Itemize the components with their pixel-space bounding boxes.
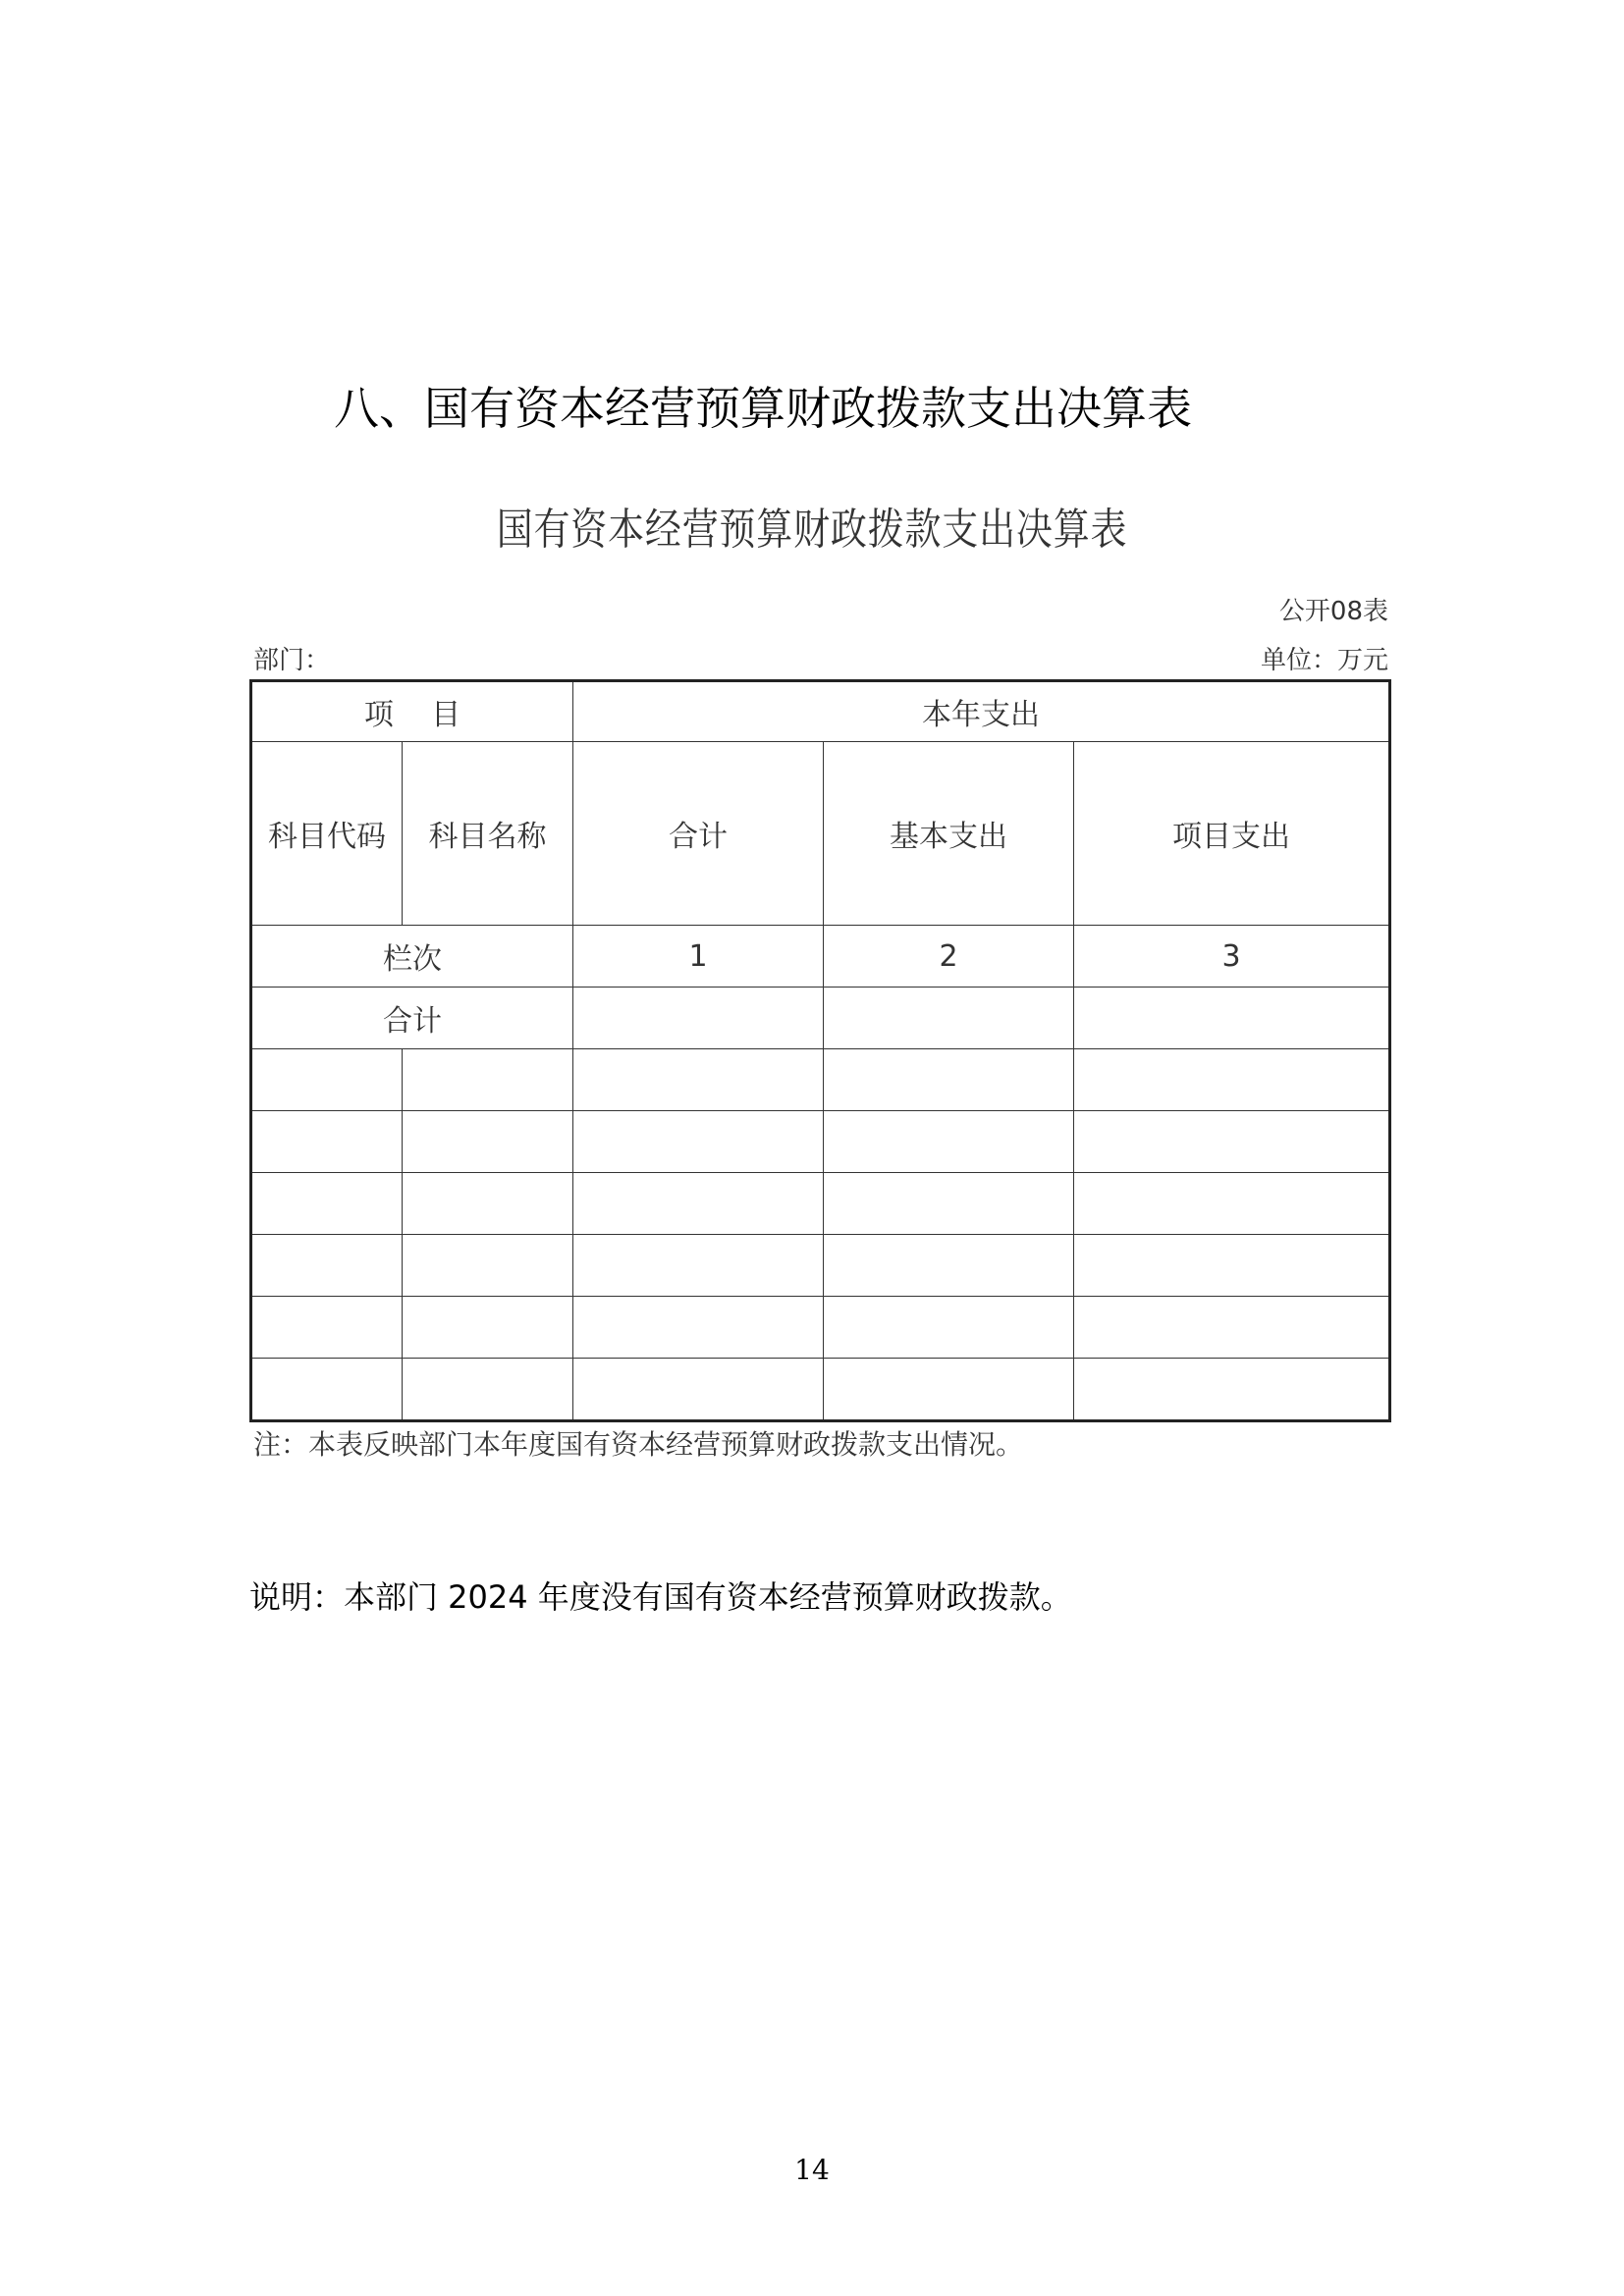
header-current-year-expense: 本年支出 — [573, 681, 1390, 742]
table-title: 国有资本经营预算财政拨款支出决算表 — [496, 505, 1128, 555]
table-row — [251, 1173, 1390, 1235]
row-total-cell — [573, 1173, 824, 1235]
total-row — [251, 988, 1390, 1049]
row-project-cell — [1074, 1173, 1390, 1235]
table-row — [251, 1111, 1390, 1173]
row-name-cell — [403, 1111, 573, 1173]
row-name-cell — [403, 1359, 573, 1421]
table-subheader-row — [251, 742, 1390, 926]
section-heading: 八、国有资本经营预算财政拨款支出决算表 — [334, 382, 1192, 435]
row-code-cell — [251, 1297, 403, 1359]
department-label: 部门： — [253, 646, 331, 675]
row-project-cell — [1074, 1359, 1390, 1421]
table-row — [251, 1297, 1390, 1359]
table-note: 注：本表反映部门本年度国有资本经营预算财政拨款支出情况。 — [253, 1428, 1024, 1461]
total-value — [573, 988, 824, 1049]
total-label: 合计 — [251, 988, 573, 1049]
row-basic-cell — [824, 1049, 1074, 1111]
row-basic-cell — [824, 1111, 1074, 1173]
header-total: 合计 — [573, 742, 824, 926]
expenditure-table — [249, 679, 1391, 1422]
table-row — [251, 1235, 1390, 1297]
row-total-cell — [573, 1359, 824, 1421]
row-code-cell — [251, 1359, 403, 1421]
row-total-cell — [573, 1297, 824, 1359]
header-subject-name: 科目名称 — [403, 742, 573, 926]
page-number: 14 — [794, 2154, 830, 2186]
sequence-label: 栏次 — [251, 926, 573, 988]
row-code-cell — [251, 1173, 403, 1235]
sequence-col-2: 2 — [824, 926, 1074, 988]
sequence-col-3: 3 — [1074, 926, 1390, 988]
row-basic-cell — [824, 1235, 1074, 1297]
row-total-cell — [573, 1049, 824, 1111]
row-project-cell — [1074, 1297, 1390, 1359]
form-code: 公开08表 — [1278, 597, 1388, 626]
row-name-cell — [403, 1297, 573, 1359]
header-subject-code: 科目代码 — [251, 742, 403, 926]
row-project-cell — [1074, 1111, 1390, 1173]
total-basic-value — [824, 988, 1074, 1049]
header-basic-expense: 基本支出 — [824, 742, 1074, 926]
table-row — [251, 1049, 1390, 1111]
header-item: 项 目 — [251, 681, 573, 742]
row-code-cell — [251, 1049, 403, 1111]
row-code-cell — [251, 1111, 403, 1173]
row-basic-cell — [824, 1173, 1074, 1235]
row-project-cell — [1074, 1049, 1390, 1111]
explanation-text: 说明：本部门 2024 年度没有国有资本经营预算财政拨款。 — [249, 1578, 1072, 1616]
row-name-cell — [403, 1235, 573, 1297]
table-row — [251, 1359, 1390, 1421]
row-basic-cell — [824, 1359, 1074, 1421]
total-project-value — [1074, 988, 1390, 1049]
unit-label: 单位：万元 — [1260, 646, 1388, 675]
row-code-cell — [251, 1235, 403, 1297]
sequence-row — [251, 926, 1390, 988]
row-name-cell — [403, 1173, 573, 1235]
row-name-cell — [403, 1049, 573, 1111]
row-basic-cell — [824, 1297, 1074, 1359]
row-total-cell — [573, 1111, 824, 1173]
row-total-cell — [573, 1235, 824, 1297]
table-header-row — [251, 681, 1390, 742]
row-project-cell — [1074, 1235, 1390, 1297]
sequence-col-1: 1 — [573, 926, 824, 988]
header-project-expense: 项目支出 — [1074, 742, 1390, 926]
